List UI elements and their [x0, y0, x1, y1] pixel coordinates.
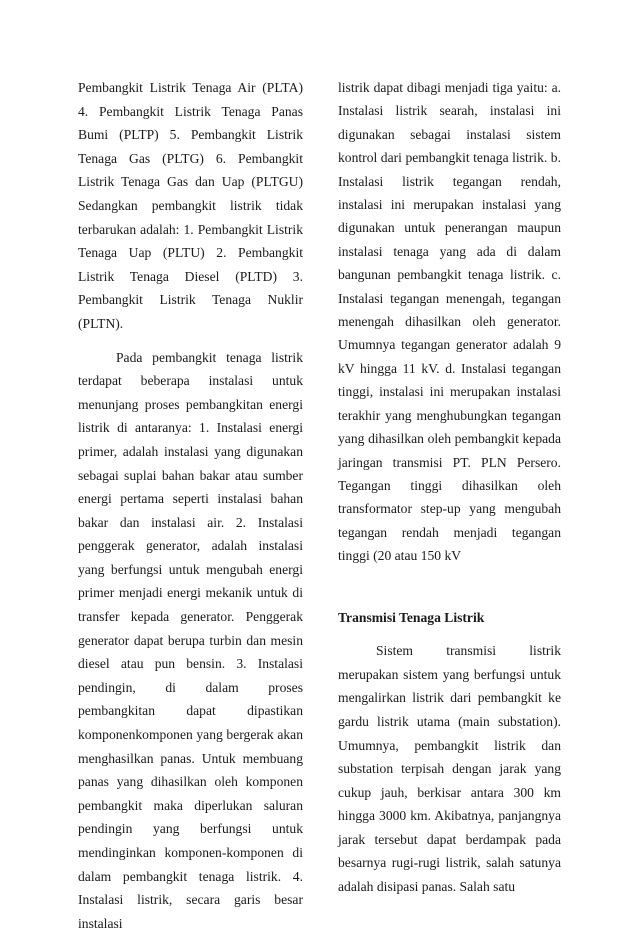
- left-column: [78, 76, 303, 935]
- right-column: [338, 76, 561, 899]
- left-paragraph-1: Pembangkit Listrik Tenaga Air (PLTA) 4. Pembangkit Listrik Tenaga Panas Bumi (PLTP) 5. Pembangkit Listrik Tenaga Gas (PLTG) 6. Pembangkit Listrik Tenaga Gas dan Uap (PLTGU) Sedangkan pembangkit listrik tidak terbarukan adalah: 1. Pembangkit Listrik Tenaga Uap (PLTU) 2. Pembangkit Listrik Tenaga Diesel (PLTD) 3. Pembangkit Listrik Tenaga Nuklir (PLTN).: [78, 80, 303, 331]
- section-heading: Transmisi Tenaga Listrik: [338, 609, 485, 625]
- heading-spacer: [338, 629, 561, 639]
- paragraph-spacer: [78, 336, 303, 346]
- section-spacer: [338, 568, 561, 606]
- right-paragraph-2: Sistem transmisi listrik merupakan sistem yang berfungsi untuk mengalirkan listrik dari pembangkit ke gardu listrik utama (main substation). Umumnya, pembangkit listrik dan substation terpisah dengan jarak yang cukup jauh, berkisar antara 300 km hingga 3000 km. Akibatnya, panjangnya jarak tersebut dapat berdampak pada besarnya rugi-rugi listrik, salah satunya adalah disipasi panas. Salah satu: [338, 643, 561, 895]
- right-paragraph-1: listrik dapat dibagi menjadi tiga yaitu: a. Instalasi listrik searah, instalasi ini digunakan sebagai instalasi sistem kontrol dari pembangkit tenaga listrik. b. Instalasi listrik tegangan rendah, instalasi ini merupakan instalasi yang digunakan untuk penerangan maupun instalasi tenaga yang ada di dalam bangunan pembangkit tenaga listrik. c. Instalasi tegangan menengah, tegangan menengah dihasilkan oleh generator. Umumnya tegangan generator adalah 9 kV hingga 11 kV. d. Instalasi tegangan tinggi, instalasi ini merupakan instalasi terakhir yang menghubungkan tegangan yang dihasilkan oleh pembangkit kepada jaringan transmisi PT. PLN Persero. Tegangan tinggi dihasilkan oleh transformator step-up yang mengubah tegangan rendah menjadi tegangan tinggi (20 atau 150 kV: [338, 80, 561, 564]
- left-paragraph-2: Pada pembangkit tenaga listrik terdapat beberapa instalasi untuk menunjang proses pembangkitan energi listrik di antaranya: 1. Instalasi energi primer, adalah instalasi yang digunakan sebagai suplai bahan bakar atau sumber energi pertama seperti instalasi bahan bakar dan instalasi air. 2. Instalasi penggerak generator, adalah instalasi yang berfungsi untuk mengubah energi primer menjadi energi mekanik untuk di transfer kepada generator. Penggerak generator dapat berupa turbin dan mesin diesel atau pun bensin. 3. Instalasi pendingin, di dalam proses pembangkitan dapat dipastikan komponenkomponen yang bergerak akan menghasilkan panas. Untuk membuang panas yang dihasilkan oleh komponen pembangkit maka diperlukan saluran pendingin yang berfungsi untuk mendinginkan komponen-komponen di dalam pembangkit tenaga listrik. 4. Instalasi listrik, secara garis besar instalasi: [78, 349, 303, 931]
